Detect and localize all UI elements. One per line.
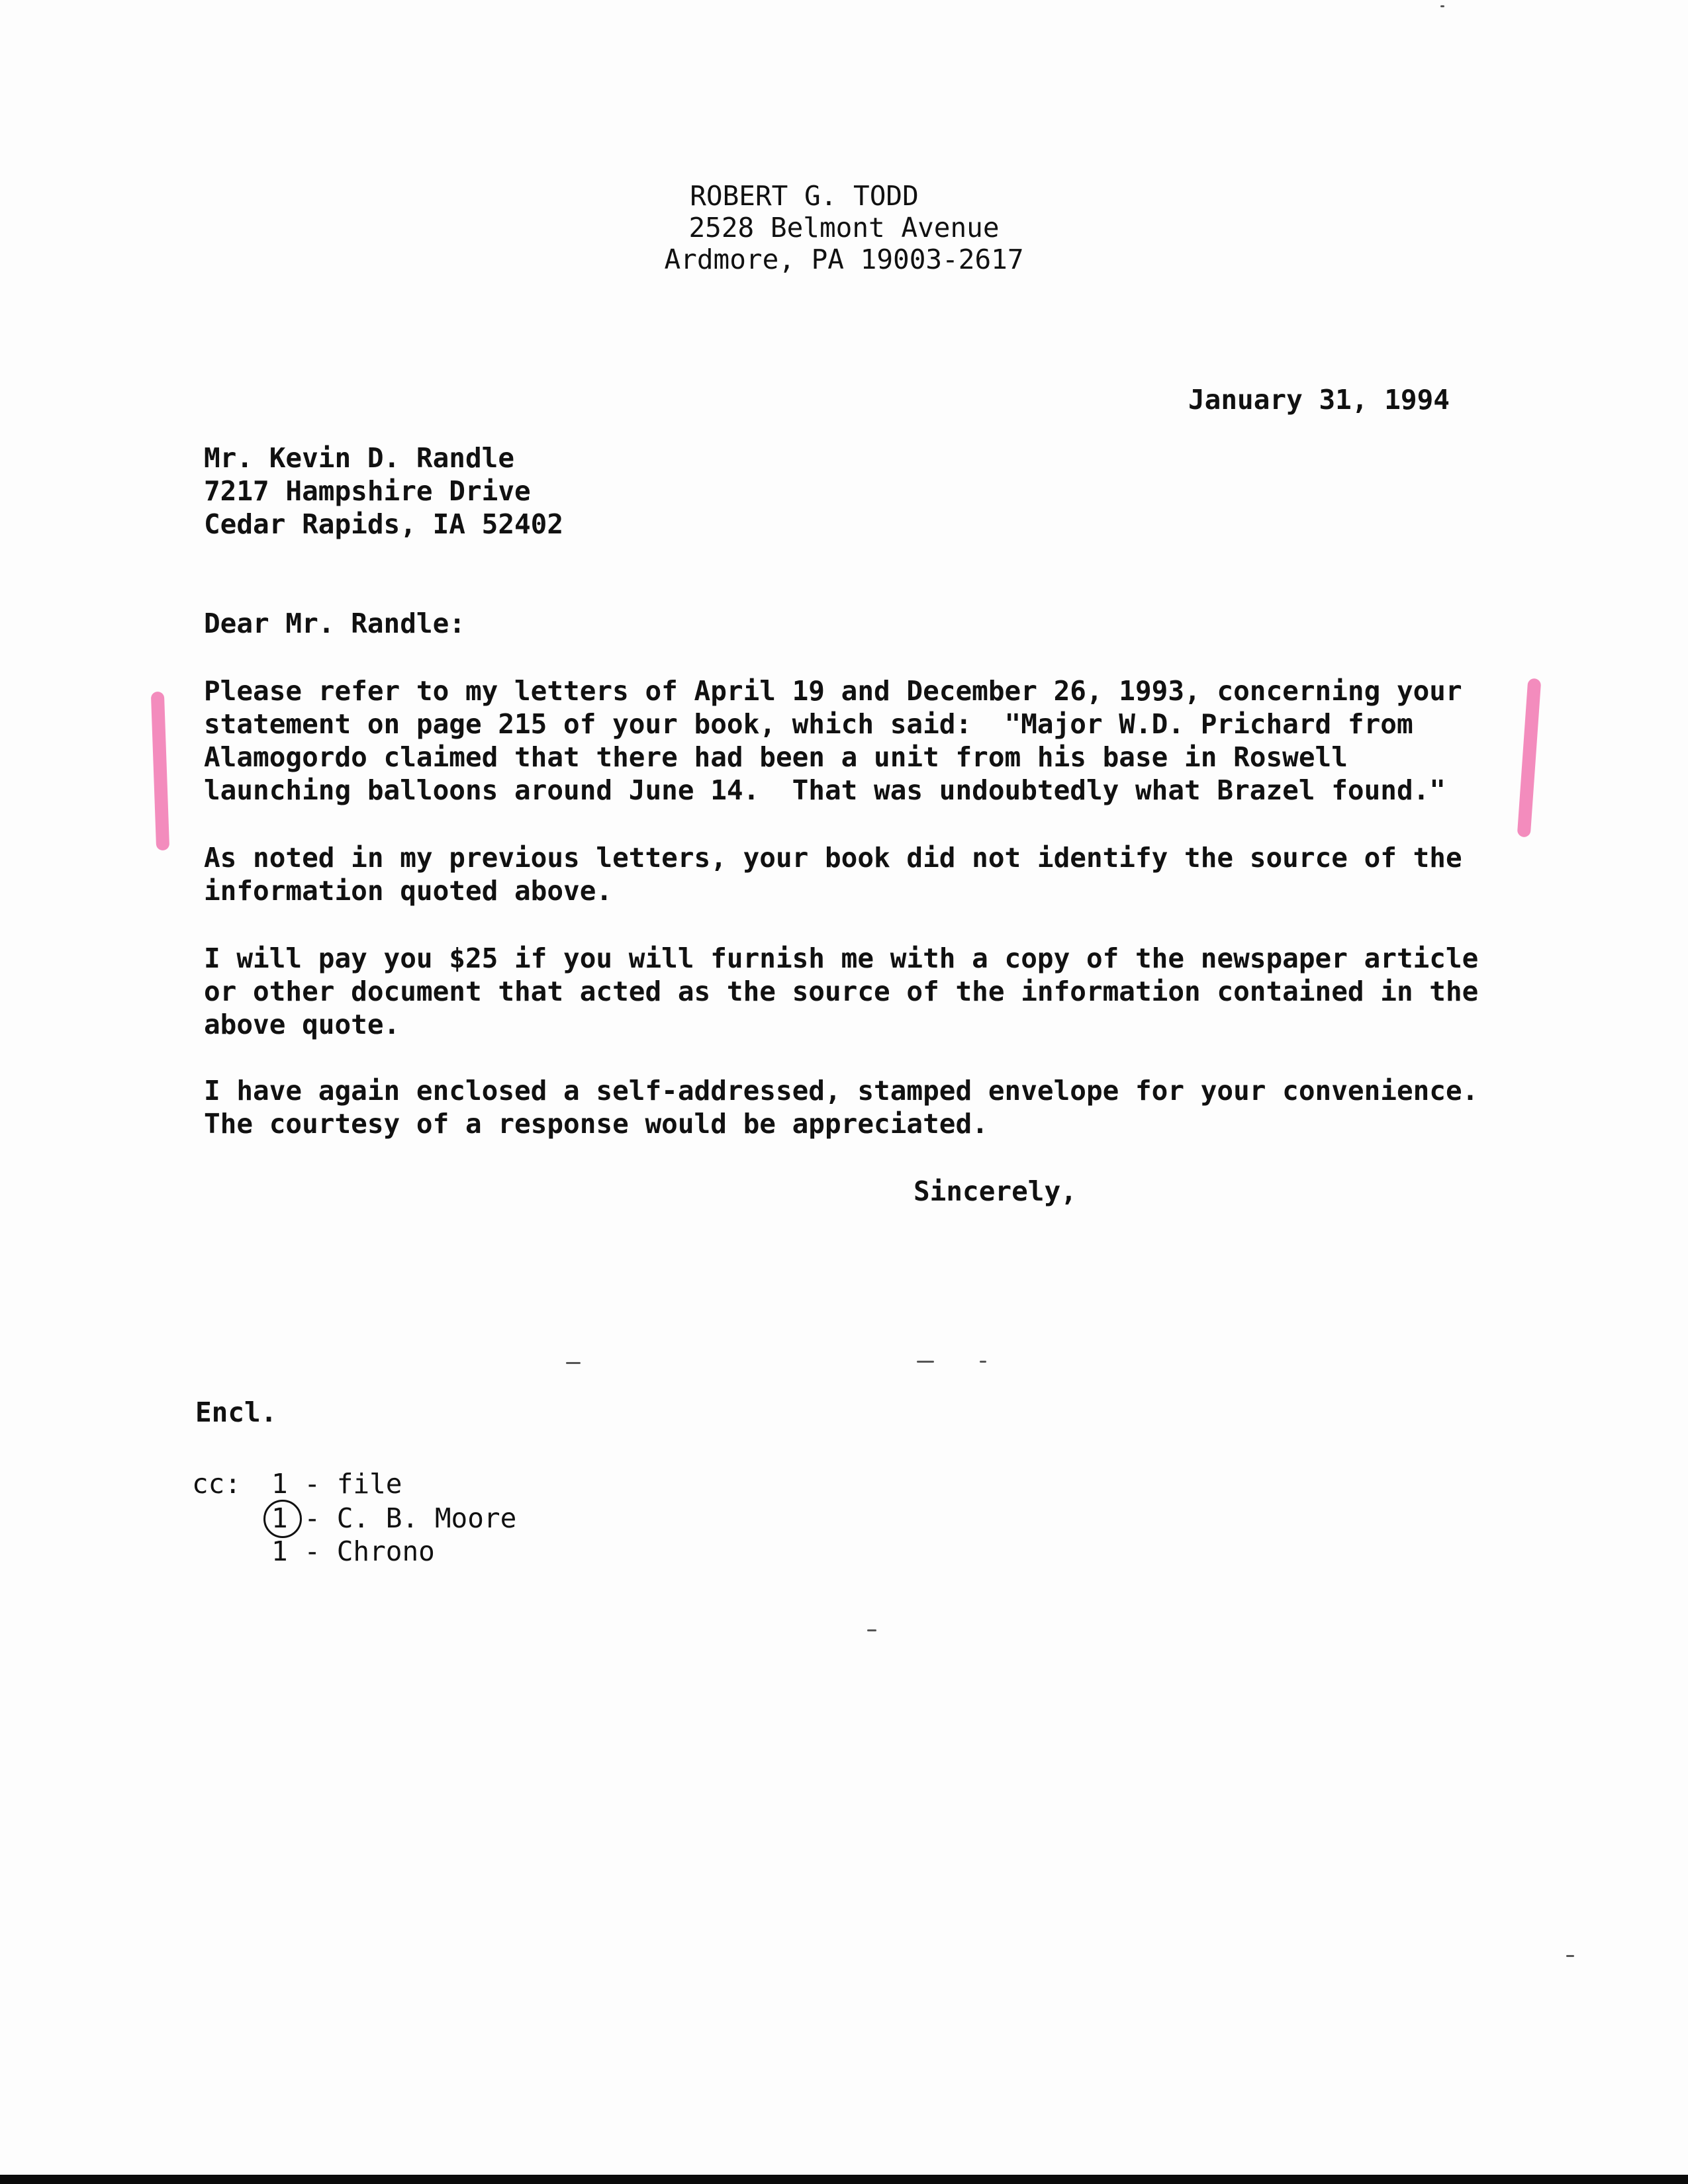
paragraph-line: above quote. bbox=[204, 1009, 400, 1040]
right-margin-highlight-mark bbox=[1517, 678, 1542, 838]
paragraph-line: information quoted above. bbox=[204, 875, 613, 907]
sender-name: ROBERT G. TODD bbox=[690, 180, 919, 212]
closing: Sincerely, bbox=[914, 1175, 1077, 1207]
left-margin-highlight-mark bbox=[151, 692, 169, 851]
scan-speck bbox=[980, 1361, 986, 1363]
paragraph-line: or other document that acted as the source of the information contained in the bbox=[204, 976, 1479, 1007]
scan-speck bbox=[917, 1361, 934, 1363]
cc-entry: 1 - file bbox=[271, 1468, 402, 1500]
cc-entry: 1 - Chrono bbox=[271, 1535, 435, 1567]
paragraph-line: statement on page 215 of your book, which said: "Major W.D. Prichard from bbox=[204, 708, 1413, 740]
recipient-name: Mr. Kevin D. Randle bbox=[204, 442, 514, 474]
scan-speck bbox=[1440, 5, 1444, 7]
paragraph-line: Alamogordo claimed that there had been a unit from his base in Roswell bbox=[204, 741, 1348, 773]
paragraph-line: The courtesy of a response would be appreciated. bbox=[204, 1108, 988, 1140]
scan-speck bbox=[566, 1362, 581, 1364]
scan-bottom-edge bbox=[0, 2175, 1688, 2184]
cc-label: cc: bbox=[192, 1468, 242, 1500]
handwritten-circle-mark bbox=[263, 1500, 302, 1538]
salutation: Dear Mr. Randle: bbox=[204, 608, 465, 639]
paragraph-line: I have again enclosed a self-addressed, stamped envelope for your convenience. bbox=[204, 1075, 1479, 1107]
cc-entry: 1 - C. B. Moore bbox=[271, 1502, 517, 1534]
enclosure-note: Encl. bbox=[195, 1396, 277, 1428]
paragraph-line: I will pay you $25 if you will furnish me with a copy of the newspaper article bbox=[204, 942, 1479, 974]
scan-speck bbox=[1566, 1955, 1574, 1957]
paragraph-line: Please refer to my letters of April 19 and December 26, 1993, concerning your bbox=[204, 675, 1462, 707]
recipient-city: Cedar Rapids, IA 52402 bbox=[204, 508, 564, 540]
paragraph-line: launching balloons around June 14. That was undoubtedly what Brazel found." bbox=[204, 774, 1446, 806]
letter-date: January 31, 1994 bbox=[1188, 384, 1450, 416]
sender-city: Ardmore, PA 19003-2617 bbox=[664, 244, 1024, 275]
scan-speck bbox=[867, 1629, 876, 1631]
recipient-street: 7217 Hampshire Drive bbox=[204, 475, 531, 507]
sender-street: 2528 Belmont Avenue bbox=[688, 212, 1000, 244]
paragraph-line: As noted in my previous letters, your book did not identify the source of the bbox=[204, 842, 1462, 874]
